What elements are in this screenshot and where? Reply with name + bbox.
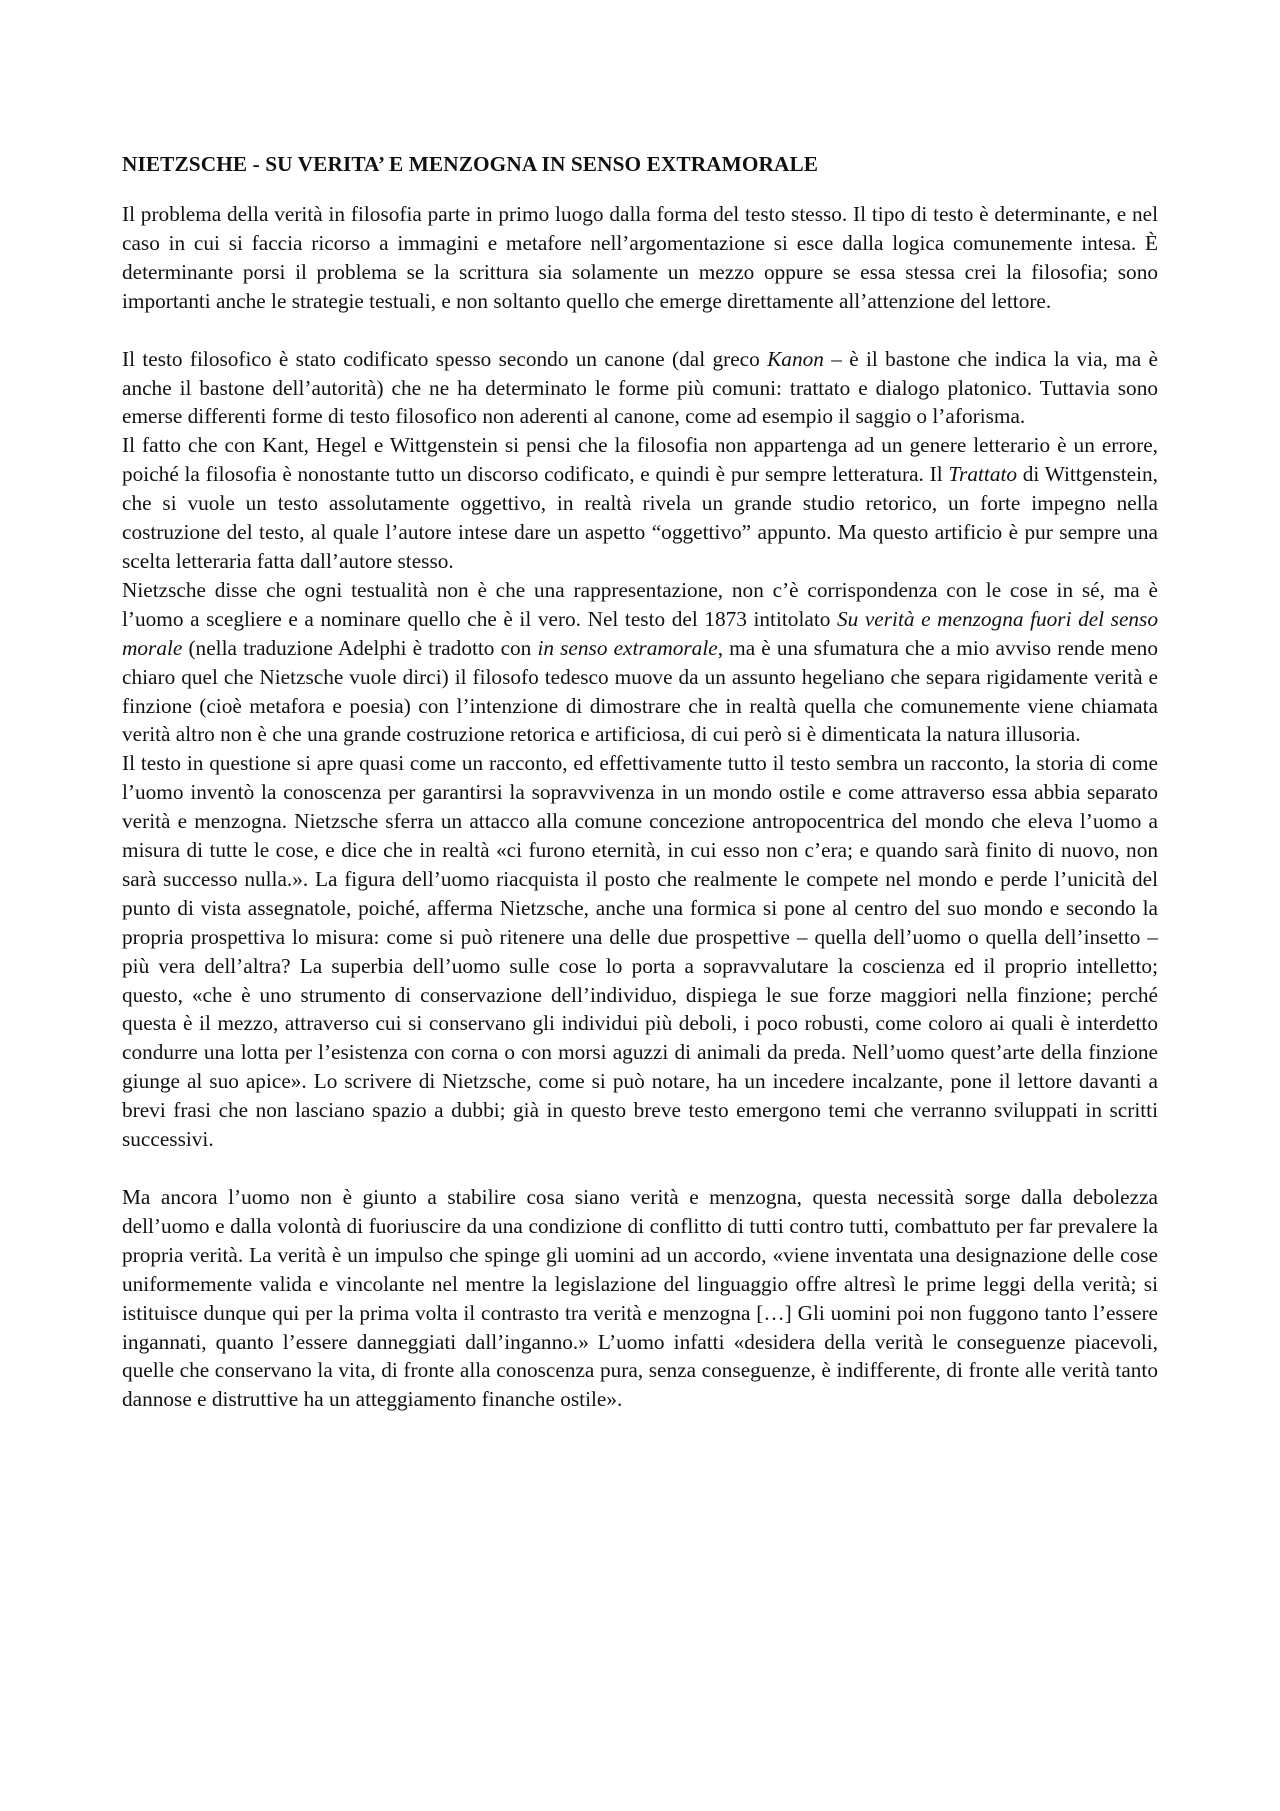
paragraph-3-text-b: di Wittgenstein, che si vuole un testo assolutamente oggettivo, in realtà rivela un grande studio retorico, un forte impegno nella costruzione del testo, al quale l’autore intese dare un aspetto “oggettivo” appunto. Ma questo artificio è pur sempre una scelta letteraria fatta dall’autore stesso. (122, 462, 1158, 573)
document-title: NIETZSCHE - SU VERITA’ E MENZOGNA IN SENSO EXTRAMORALE (122, 152, 819, 176)
paragraph-3-text-a: Il fatto che con Kant, Hegel e Wittgenstein si pensi che la filosofia non appartenga ad un genere letterario è un errore, poiché la filosofia è nonostante tutto un discorso codificato, e quindi è pur sempre letteratura. Il (122, 433, 1158, 487)
paragraph-1: Il problema della verità in filosofia parte in primo luogo dalla forma del testo stesso. Il tipo di testo è determinante, e nel caso in cui si faccia ricorso a immagini e metafore nell’argomentazione si esce dalla logica comunemente intesa. È determinante porsi il problema se la scrittura sia solamente un mezzo oppure se essa stessa crei la filosofia; sono importanti anche le strategie testuali, e non soltanto quello che emerge direttamente all’attenzione del lettore. (122, 202, 1158, 313)
paragraph-6: Ma ancora l’uomo non è giunto a stabilire cosa siano verità e menzogna, questa necessità sorge dalla debolezza dell’uomo e dalla volontà di fuoriuscire da una condizione di conflitto di tutti contro tutti, combattuto per far prevalere la propria verità. La verità è un impulso che spinge gli uomini ad un accordo, «viene inventata una designazione delle cose uniformemente valida e vincolante nel mentre la legislazione del linguaggio offre altresì le prime leggi della verità; si istituisce dunque qui per la prima volta il contrasto tra verità e menzogna […] Gli uomini poi non fuggono tanto l’essere ingannati, quanto l’essere danneggiati dall’inganno.» L’uomo infatti «desidera della verità le conseguenze piacevoli, quelle che conservano la vita, di fronte alla conoscenza pura, senza conseguenze, è indifferente, di fronte alle verità tanto dannose e distruttive ha un atteggiamento finanche ostile». (122, 1185, 1158, 1412)
paragraph-4-italic-title: Su verità e menzogna fuori del senso morale (122, 606, 1158, 660)
paragraph-4 (122, 576, 1158, 749)
paragraph-2-italic-kanon: Kanon (767, 346, 824, 371)
paragraph-4-text-b: (nella traduzione Adelphi è tradotto con (182, 635, 538, 660)
paragraph-4-text-c: , ma è una sfumatura che a mio avviso rende meno chiaro quel che Nietzsche vuole dirci) il filosofo tedesco muove da un assunto hegeliano che separa rigidamente verità e finzione (cioè metafora e poesia) con l’intenzione di dimostrare che in realtà quella che comunemente viene chiamata verità altro non è che una grande costruzione retorica e artificiosa, di cui però si è dimenticata la natura illusoria. (122, 635, 1158, 747)
paragraph-5: Il testo in questione si apre quasi come un racconto, ed effettivamente tutto il testo sembra un racconto, la storia di come l’uomo inventò la conoscenza per garantirsi la sopravvivenza in un mondo ostile e come attraverso essa abbia separato verità e menzogna. Nietzsche sferra un attacco alla comune concezione antropocentrica del mondo che eleva l’uomo a misura di tutte le cose, e dice che in realtà «ci furono eternità, in cui esso non c’era; e quando sarà finito di nuovo, non sarà successo nulla.». La figura dell’uomo riacquista il posto che realmente le compete nel mondo e perde l’unicità del punto di vista assegnatole, poiché, afferma Nietzsche, anche una formica si pone al centro del suo mondo e secondo la propria prospettiva lo misura: come si può ritenere una delle due prospettive – quella dell’uomo o quella dell’insetto – più vera dell’altra? La superbia dell’uomo sulle cose lo porta a sopravvalutare la coscienza ed il proprio intelletto; questo, «che è uno strumento di conservazione dell’individuo, dispiega le sue forze maggiori nella finzione; perché questa è il mezzo, attraverso cui si conservano gli individui più deboli, i poco robusti, come coloro ai quali è interdetto condurre una lotta per l’esistenza con corna o con morsi aguzzi di animali da preda. Nell’uomo quest’arte della finzione giunge al suo apice». Lo scrivere di Nietzsche, come si può notare, ha un incedere incalzante, pone il lettore davanti a brevi frasi che non lasciano spazio a dubbi; già in questo breve testo emergono temi che verranno sviluppati in scritti successivi. (122, 751, 1158, 1152)
paragraph-4-italic-extramorale: in senso extramorale (537, 635, 718, 660)
paragraph-2-text-a: Il testo filosofico è stato codificato spesso secondo un canone (dal greco (122, 346, 768, 371)
paragraph-3-italic-trattato: Trattato (948, 462, 1018, 487)
paragraph-2-text-b: – è il bastone che indica la via, ma è anche il bastone dell’autorità) che ne ha determinato le forme più comuni: trattato e dialogo platonico. Tuttavia sono emerse differenti forme di testo filosofico non aderenti al canone, come ad esempio il saggio o l’aforisma. (122, 346, 1159, 429)
paragraph-3 (122, 431, 1158, 576)
paragraph-4-text-a: Nietzsche disse che ogni testualità non è che una rappresentazione, non c’è corrispondenza con le cose in sé, ma è l’uomo a scegliere e a nominare quello che è il vero. Nel testo del 1873 intitolato (122, 577, 1158, 631)
document-page (122, 150, 1158, 1414)
paragraph-2 (122, 345, 1158, 432)
